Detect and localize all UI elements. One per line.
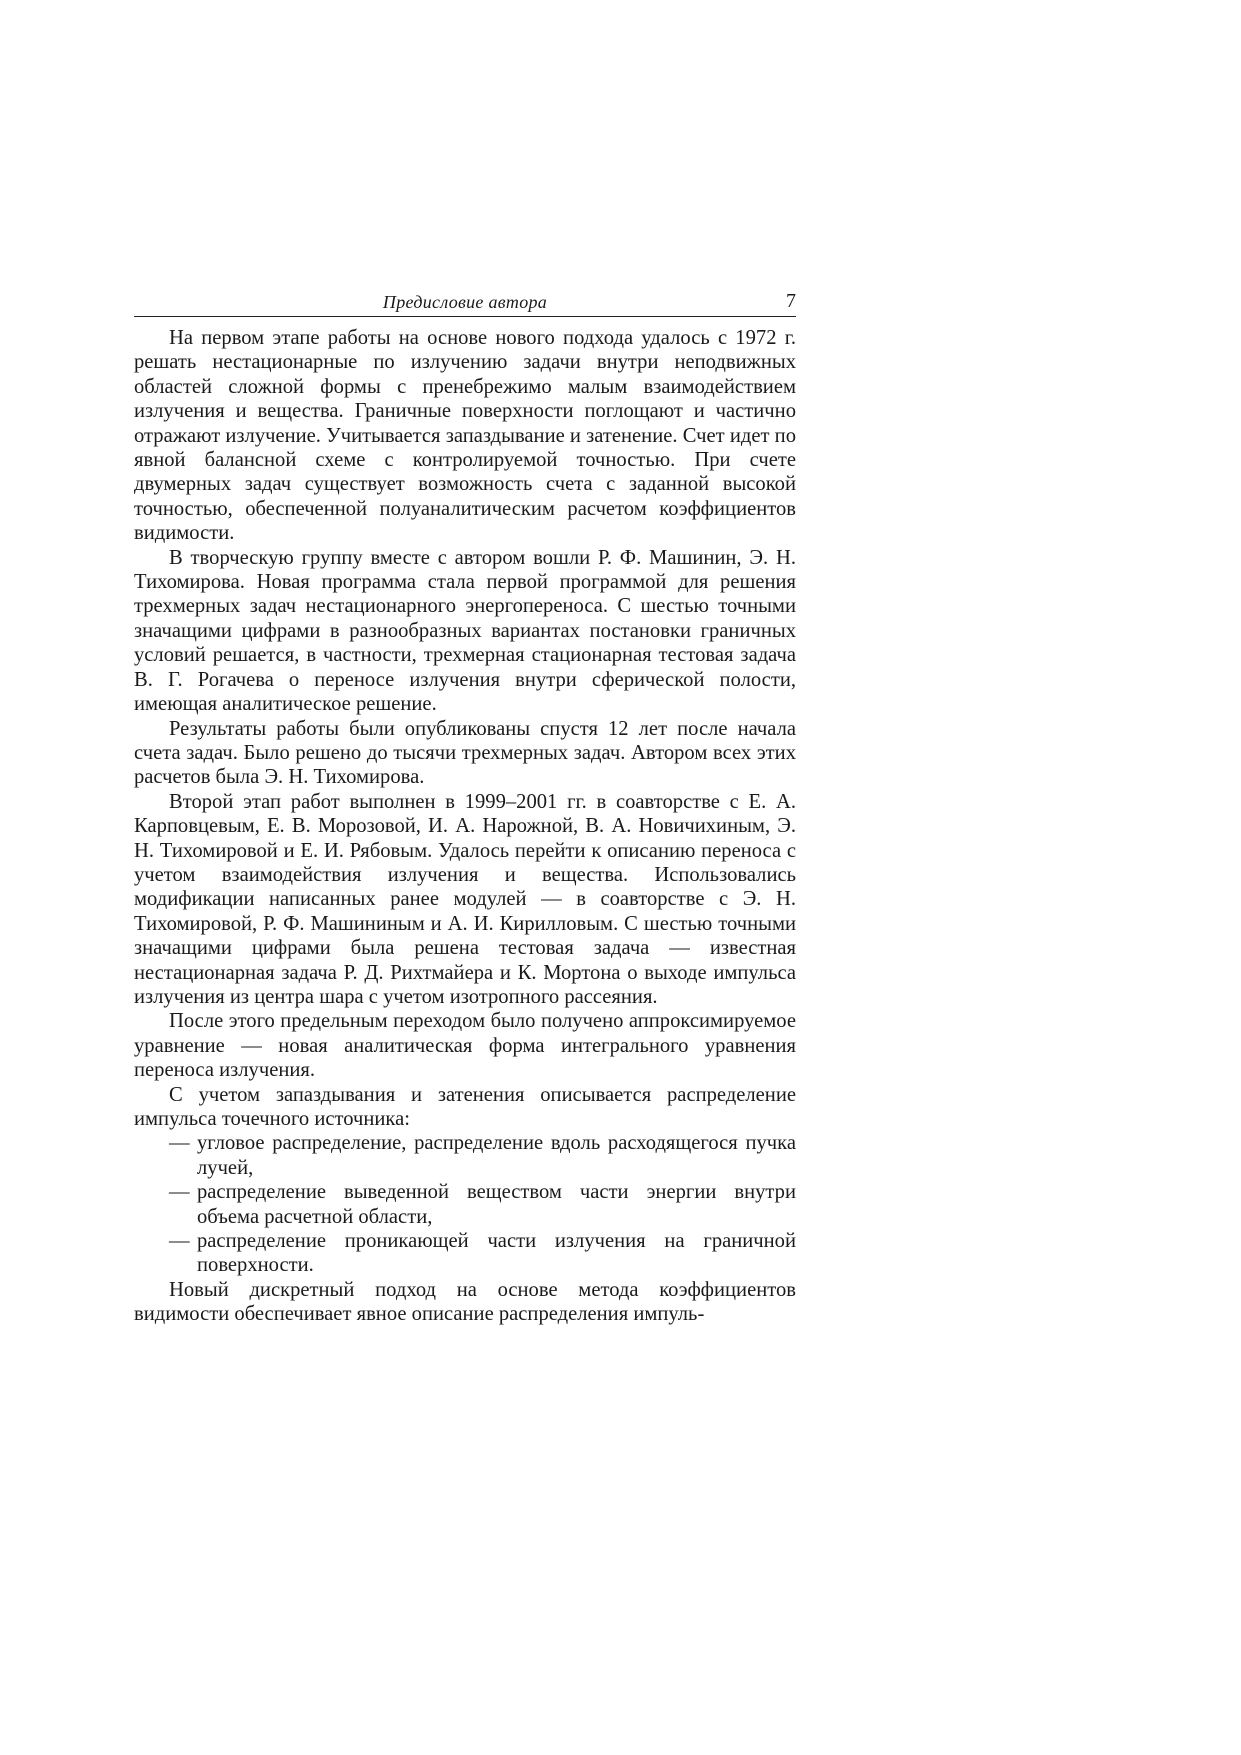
book-page — [134, 290, 796, 1327]
list-item — [134, 1180, 796, 1229]
paragraph-final: Новый дискретный подход на основе метода коэффициентов видимости обеспечивает явное описание распределения импуль- — [134, 1278, 796, 1326]
bullet-dash: — — [169, 1181, 190, 1204]
running-title: Предисловие автора — [382, 292, 548, 312]
paragraph-5: После этого предельным переходом было получено аппроксимируемое уравнение — новая аналитическая форма интегрального уравнения переноса излучения. — [134, 1010, 796, 1082]
paragraph-1: На первом этапе работы на основе нового подхода удалось с 1972 г. решать нестационарные по излучению задачи внутри неподвижных областей сложной формы с пренебрежимо малым взаимодействием излучения и вещества. Граничные поверхности поглощают и частично отражают излучение. Учитывается запаздывание и затенение. Счет идет по явной балансной схеме с контролируемой точностью. При счете двумерных задач существует возможность счета с заданной высокой точностью, обеспеченной полуаналитическим расчетом коэффициентов видимости. — [134, 327, 796, 545]
bullet-text: распределение выведенной веществом части энергии внутри объема расчетной области, — [197, 1181, 796, 1228]
paragraph-4: Второй этап работ выполнен в 1999–2001 гг. в соавторстве с Е. А. Карповцевым, Е. В. Морозовой, И. А. Нарожной, В. А. Новичихиным, Э. Н. Тихомировой и Е. И. Рябовым. Удалось перейти к описанию переноса с учетом взаимодействия излучения и вещества. Использовались модификации написанных ранее модулей — в соавторстве с Э. Н. Тихомировой, Р. Ф. Машининым и А. И. Кирилловым. С шестью точными значащими цифрами была решена тестовая задача — известная нестационарная задача Р. Д. Рихтмайера и К. Мортона о выходе импульса излучения из центра шара с учетом изотропного рассеяния. — [134, 790, 796, 1008]
running-head — [134, 290, 796, 317]
paragraph-6: С учетом запаздывания и затенения описывается распределение импульса точечного источника: — [134, 1083, 796, 1130]
body-text — [134, 326, 796, 1327]
page-number: 7 — [786, 290, 796, 312]
bullet-text: распределение проникающей части излучения на граничной поверхности. — [197, 1230, 796, 1277]
bullet-dash: — — [169, 1230, 190, 1253]
bullet-list — [134, 1131, 796, 1277]
bullet-text: угловое распределение, распределение вдоль расходящегося пучка лучей, — [197, 1132, 796, 1179]
list-item — [134, 1229, 796, 1278]
bullet-dash: — — [169, 1132, 190, 1155]
list-item — [134, 1131, 796, 1180]
paragraph-3: Результаты работы были опубликованы спустя 12 лет после начала счета задач. Было решено до тысячи трехмерных задач. Автором всех этих расчетов была Э. Н. Тихомирова. — [134, 717, 796, 789]
paragraph-2: В творческую группу вместе с автором вошли Р. Ф. Машинин, Э. Н. Тихомирова. Новая программа стала первой программой для решения трехмерных задач нестационарного энергопереноса. С шестью точными значащими цифрами в разнообразных вариантах постановки граничных условий решается, в частности, трехмерная стационарная тестовая задача В. Г. Рогачева о переносе излучения внутри сферической полости, имеющая аналитическое решение. — [134, 546, 796, 716]
